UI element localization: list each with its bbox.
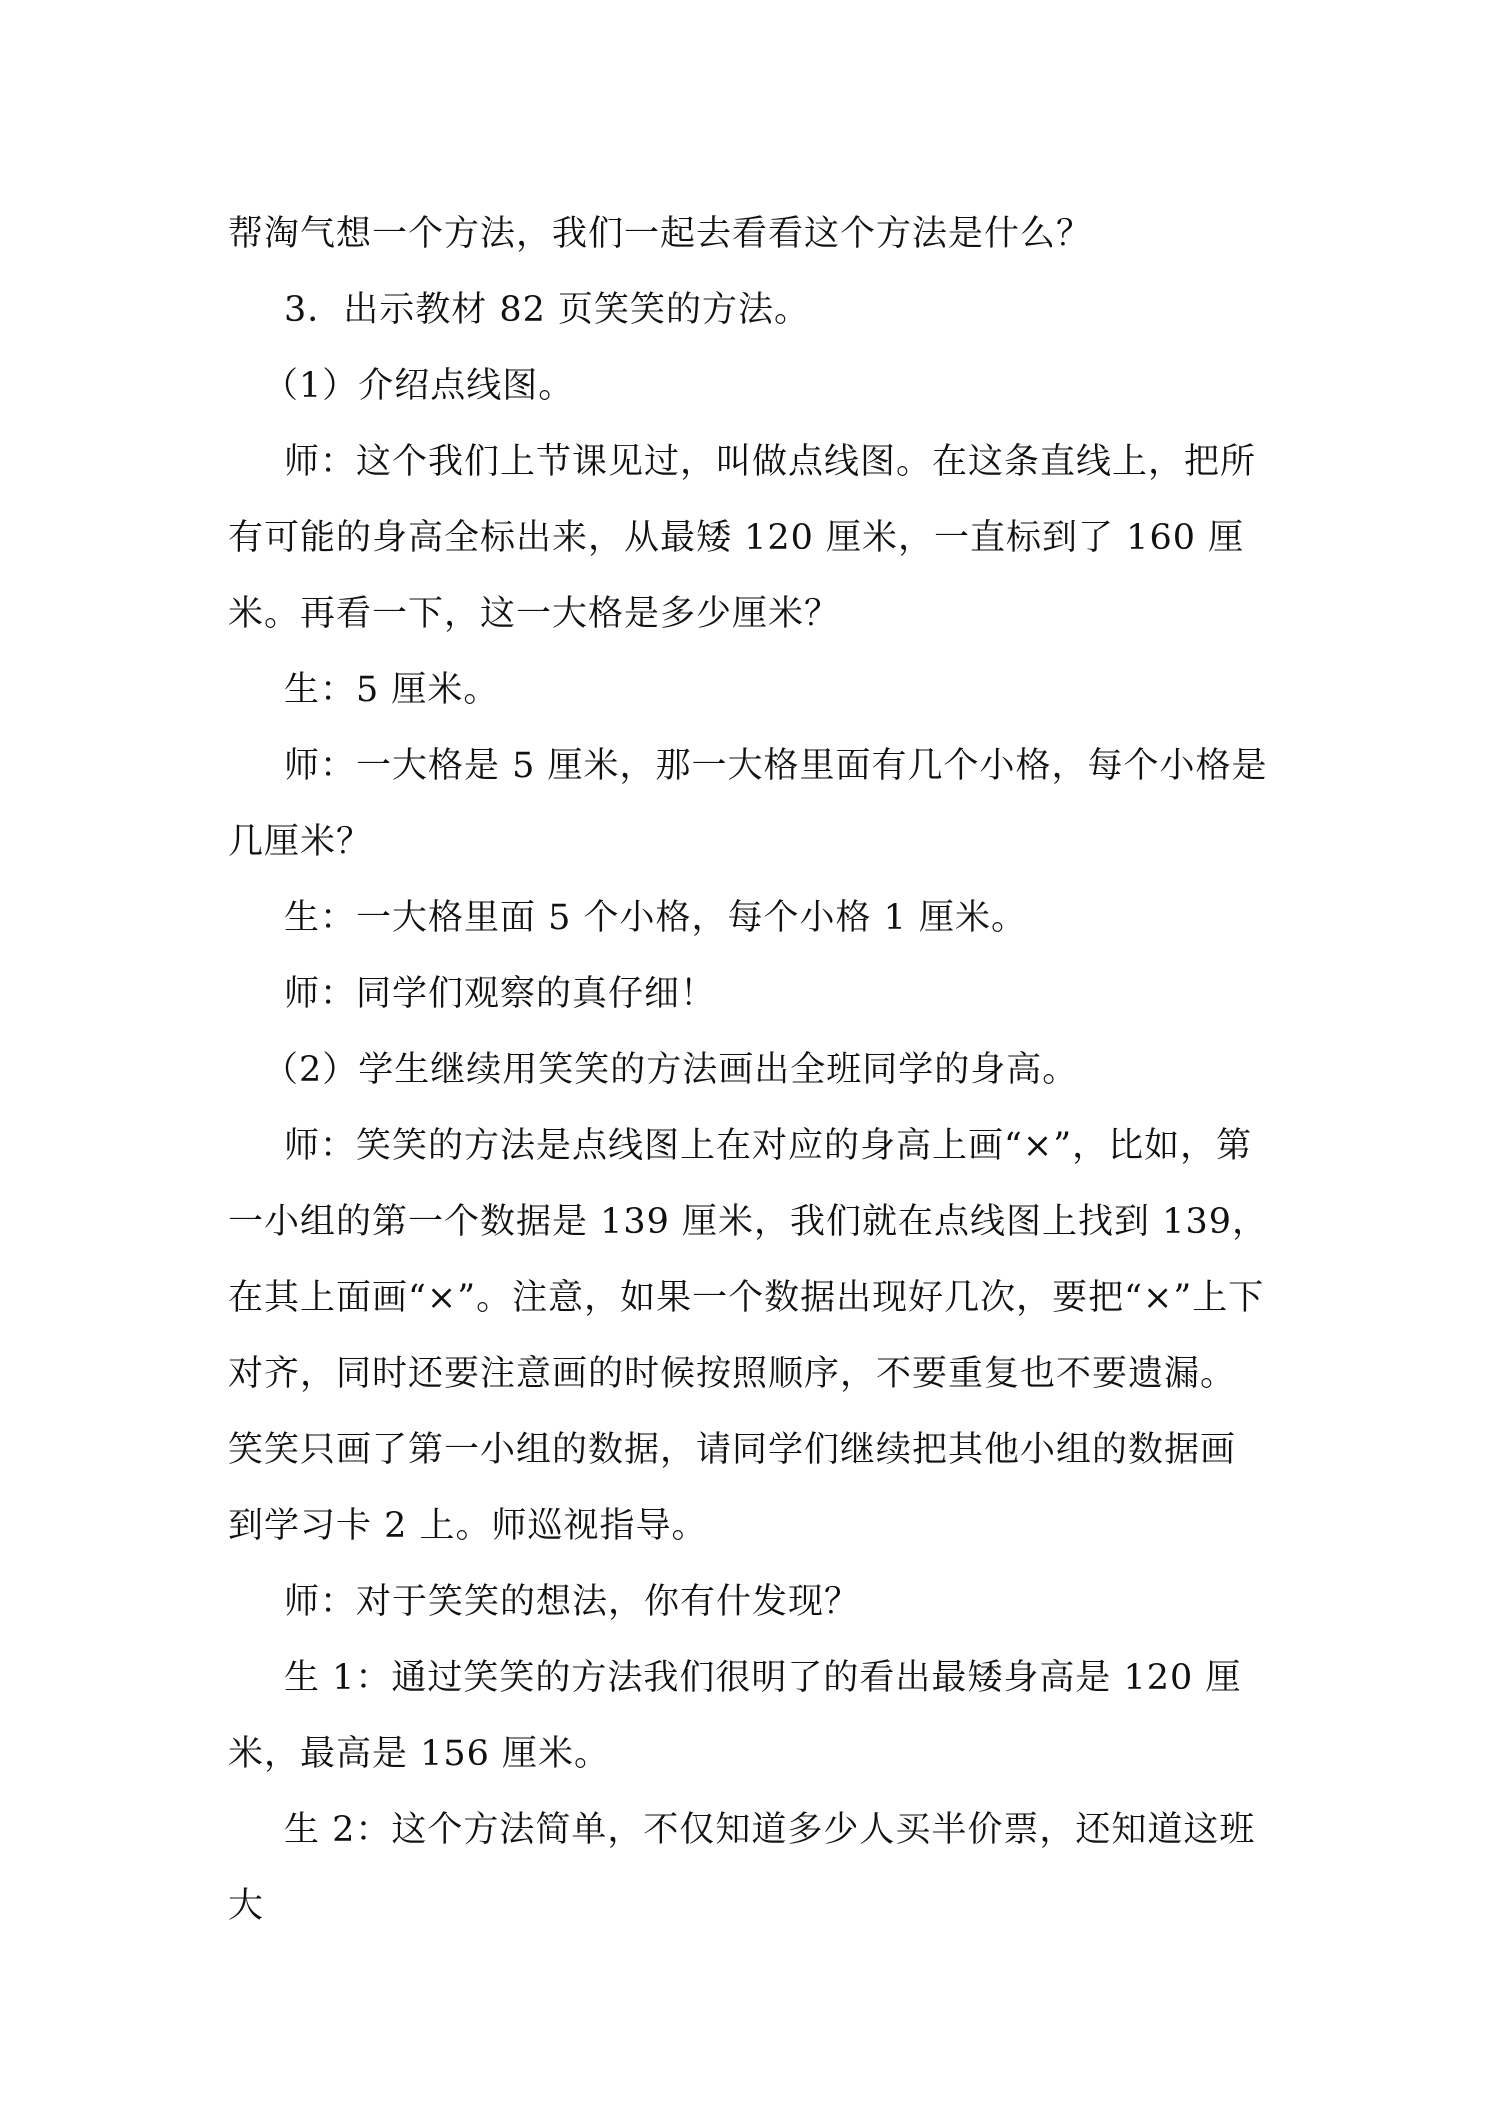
paragraph-student-answer-5cm: 生：5 厘米。 [284, 670, 500, 710]
paragraph-subheading-1: （1）介绍点线图。 [263, 366, 575, 406]
paragraph-continuation: 帮淘气想一个方法，我们一起去看看这个方法是什么？ [228, 214, 1093, 254]
paragraph-step-3: 3．出示教材 82 页笑笑的方法。 [284, 290, 811, 330]
paragraph-subheading-2: （2）学生继续用笑笑的方法画出全班同学的身高。 [263, 1050, 1079, 1090]
paragraph-student-2: 生 2：这个方法简单，不仅知道多少人买半价票，还知道这班大 [228, 1810, 1256, 1926]
paragraph-teacher-praise: 师：同学们观察的真仔细！ [284, 974, 717, 1014]
paragraph-teacher-small-grid: 师：一大格是 5 厘米，那一大格里面有几个小格，每个小格是几厘米？ [228, 746, 1268, 862]
paragraph-teacher-dot-plot: 师：这个我们上节课见过，叫做点线图。在这条直线上，把所有可能的身高全标出来，从最矮 120 厘米，一直标到了 160 厘米。再看一下，这一大格是多少厘米？ [228, 442, 1257, 634]
paragraph-teacher-method: 师：笑笑的方法是点线图上在对应的身高上画“×”，比如，第一小组的第一个数据是 139 厘米，我们就在点线图上找到 139，在其上面画“×”。注意，如果一个数据出现好几次，要把“×”上下对齐，同时还要注意画的时候按照顺序，不要重复也不要遗漏。笑笑只画了第一小组的数据，请同学们继续把其他小组的数据画到学习卡 2 上。师巡视指导。 [228, 1126, 1268, 1546]
paragraph-teacher-question: 师：对于笑笑的想法，你有什发现？ [284, 1582, 861, 1622]
paragraph-student-1: 生 1：通过笑笑的方法我们很明了的看出最矮身高是 120 厘米，最高是 156 厘米。 [228, 1658, 1242, 1774]
paragraph-student-small-grid: 生：一大格里面 5 个小格，每个小格 1 厘米。 [284, 898, 1028, 938]
